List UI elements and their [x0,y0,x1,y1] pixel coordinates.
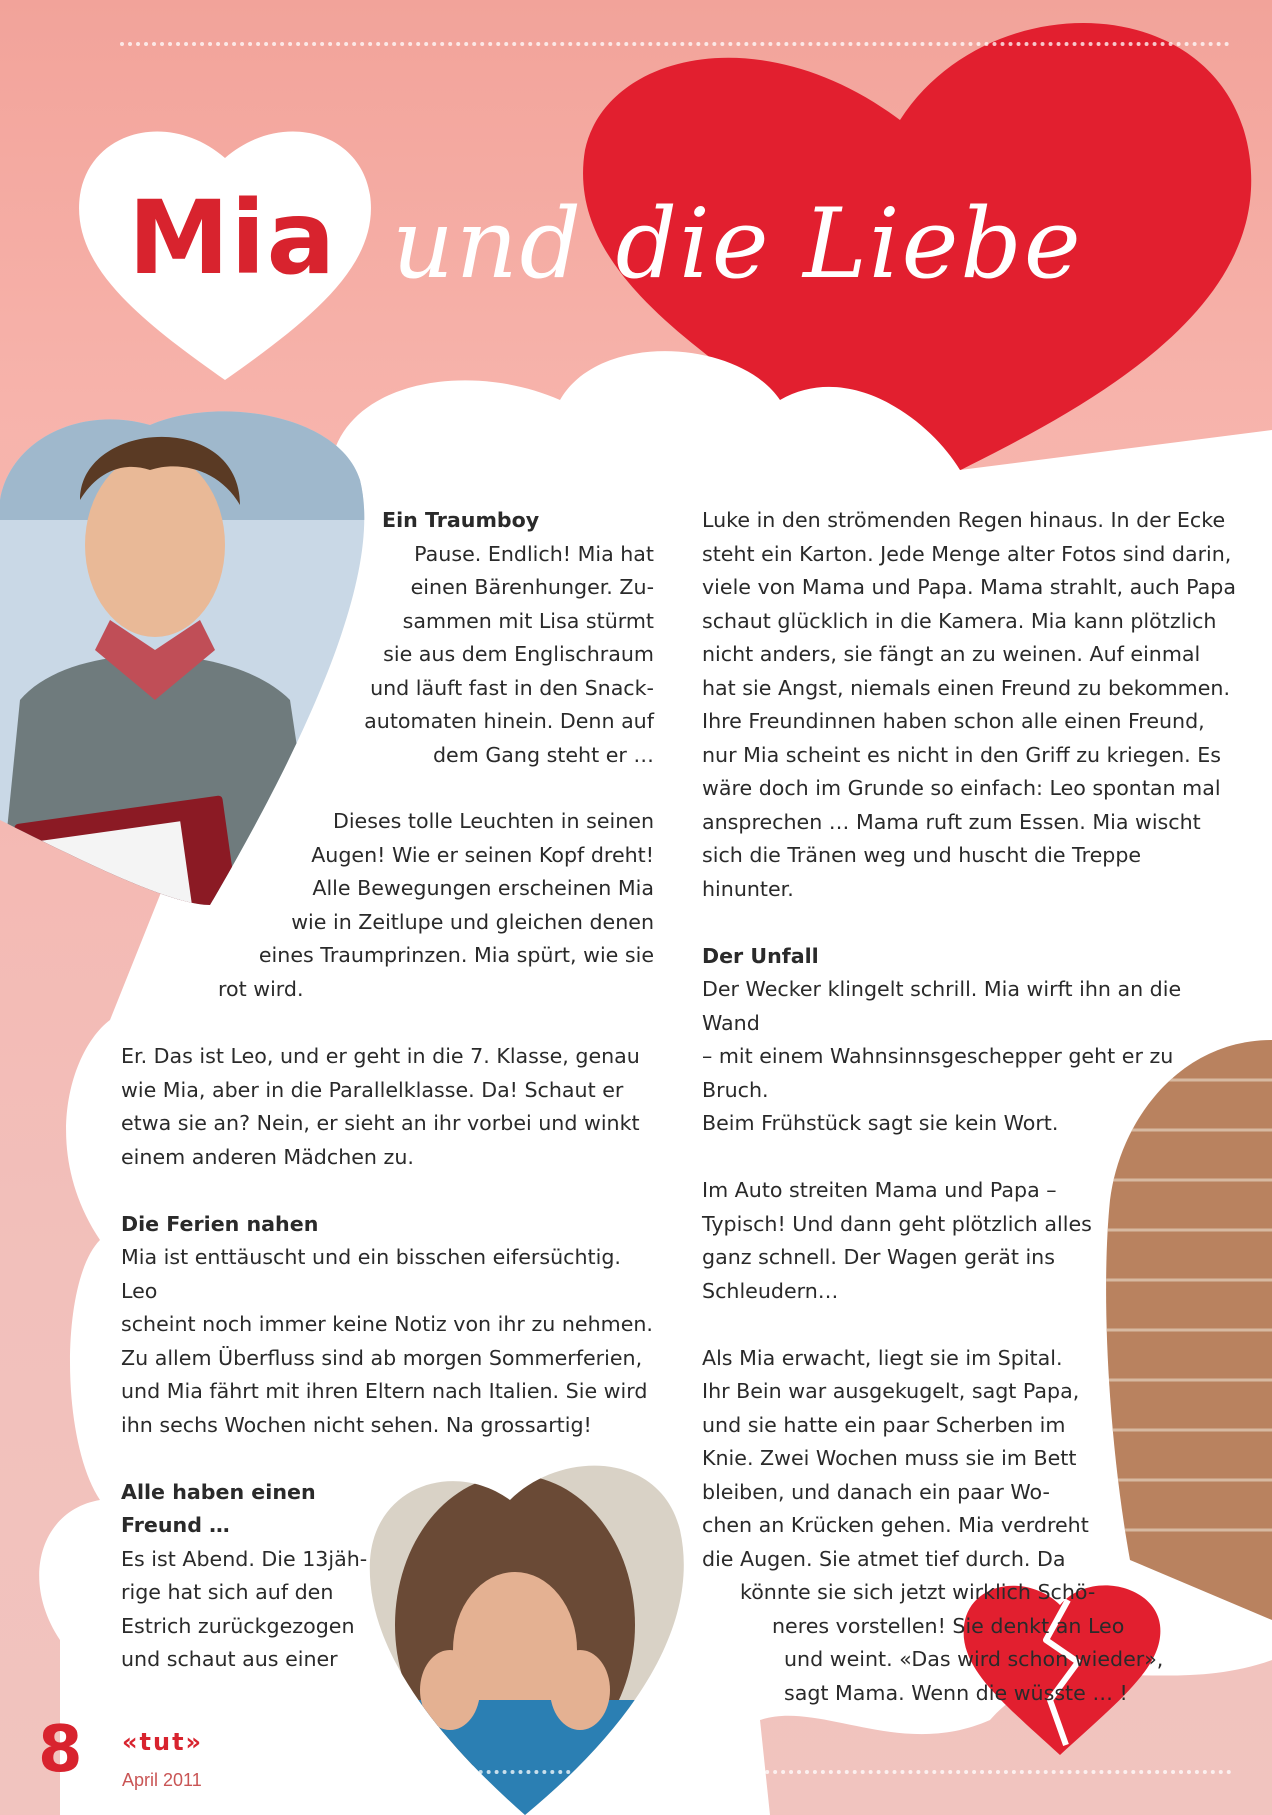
text-line: dem Gang steht er … [432,742,654,767]
text-line: Er. Das ist Leo, und er geht in die 7. Klasse, genau [121,1044,640,1068]
page-number: 8 [38,1713,83,1787]
text-line: viele von Mama und Papa. Mama strahlt, auch Papa [702,575,1236,599]
text-line: Schleudern… [702,1278,839,1303]
text-line: und Mia fährt mit ihren Eltern nach Italien. Sie wird [121,1379,648,1403]
text-line: bleiben, und danach ein paar Wo- [702,1479,1050,1504]
text-line: ansprechen … Mama ruft zum Essen. Mia wischt [702,809,1201,834]
text-line: sich die Tränen weg und huscht die Treppe hinunter. [702,843,1142,901]
text-line: ihn sechs Wochen nicht sehen. Na grossartig! [121,1412,592,1437]
text-line: Alle Bewegungen erscheinen Mia [312,876,654,900]
page-title-mia: Mia [128,179,337,298]
text-line: ganz schnell. Der Wagen gerät ins [702,1245,1055,1269]
text-line: einem anderen Mädchen zu. [121,1144,414,1169]
text-line: scheint noch immer keine Notiz von ihr zu nehmen. [121,1312,653,1336]
text-line: hat sie Angst, niemals einen Freund zu bekommen. [702,675,1230,700]
issue-date: April 2011 [122,1770,202,1790]
heading-freund: Freund … [121,1513,230,1537]
text-line: steht ein Karton. Jede Menge alter Fotos sind darin, [702,541,1232,566]
text-line: wie in Zeitlupe und gleichen denen [291,909,654,934]
text-line: eines Traumprinzen. Mia spürt, wie sie [258,943,654,967]
text-line: einen Bärenhunger. Zu- [410,575,654,599]
text-line: Es ist Abend. Die 13jäh- [121,1546,368,1571]
text-line: und weint. «Das wird schon wieder», [784,1647,1164,1671]
text-line: die Augen. Sie atmet tief durch. Da [702,1546,1066,1571]
heading-die-ferien-nahen: Die Ferien nahen [121,1211,319,1236]
text-line: Zu allem Überfluss sind ab morgen Sommerferien, [121,1345,643,1370]
text-line: Pause. Endlich! Mia hat [414,541,654,566]
text-line: – mit einem Wahnsinnsgeschepper geht er zu Bruch. [702,1044,1174,1102]
text-line: Typisch! Und dann geht plötzlich alles [702,1211,1092,1236]
heading-ein-traumboy: Ein Traumboy [382,508,540,532]
text-line: Ihre Freundinnen haben schon alle einen Freund, [702,709,1205,733]
text-line: nicht anders, sie fängt an zu weinen. Auf einmal [702,642,1201,666]
text-line: und läuft fast in den Snack- [370,675,654,700]
text-line: Der Wecker klingelt schrill. Mia wirft ihn an die Wand [702,977,1182,1035]
text-line: schaut glücklich in die Kamera. Mia kann plötzlich [702,608,1217,633]
top-dotted-rule [120,42,1230,46]
text-line: Als Mia erwacht, liegt sie im Spital. [702,1345,1063,1370]
text-line: sammen mit Lisa stürmt [402,608,654,633]
magazine-name: «tut» [122,1728,204,1756]
text-line: rige hat sich auf den [121,1580,334,1604]
text-line: wäre doch im Grunde so einfach: Leo spontan mal [702,776,1221,800]
section-traumboy-para2 [200,805,654,1006]
text-line: neres vorstellen! Sie denkt an Leo [772,1613,1125,1638]
text-line: Augen! Wie er seinen Kopf dreht! [311,842,654,867]
column-2 [702,504,1239,1710]
text-line: Dieses tolle Leuchten in seinen [332,809,654,833]
section-traumboy-para3 [121,1040,659,1677]
page-title-rest: und die Liebe [392,188,1083,300]
text-line: und sie hatte ein paar Scherben im [702,1412,1066,1437]
text-line: könnte sie sich jetzt wirklich Schö- [740,1580,1096,1604]
text-line: etwa sie an? Nein, er sieht an ihr vorbei und winkt [121,1111,640,1135]
text-line: und schaut aus einer [121,1647,338,1671]
heading-der-unfall: Der Unfall [702,943,819,968]
text-line: Beim Frühstück sagt sie kein Wort. [702,1111,1059,1135]
text-line: Im Auto streiten Mama und Papa – [702,1178,1057,1202]
text-line: Ihr Bein war ausgekugelt, sagt Papa, [702,1379,1080,1403]
text-line: sagt Mama. Wenn die wüsste … ! [784,1680,1128,1705]
section-traumboy-intro [340,504,654,772]
text-line: wie Mia, aber in die Parallelklasse. Da! Schaut er [121,1077,624,1102]
text-line: chen an Krücken gehen. Mia verdreht [702,1513,1089,1537]
text-line: automaten hinein. Denn auf [364,709,654,733]
heading-alle-haben-einen: Alle haben einen [121,1479,316,1504]
bottom-dotted-rule [232,1770,1232,1774]
text-line: sie aus dem Englischraum [383,642,654,666]
text-line: Luke in den strömenden Regen hinaus. In der Ecke [702,508,1226,532]
text-line: rot wird. [218,976,304,1001]
text-line: nur Mia scheint es nicht in den Griff zu kriegen. Es [702,742,1222,767]
text-line: Estrich zurückgezogen [121,1613,355,1638]
text-line: Mia ist enttäuscht und ein bisschen eifersüchtig. Leo [121,1245,621,1303]
text-line: Knie. Zwei Wochen muss sie im Bett [702,1446,1077,1470]
